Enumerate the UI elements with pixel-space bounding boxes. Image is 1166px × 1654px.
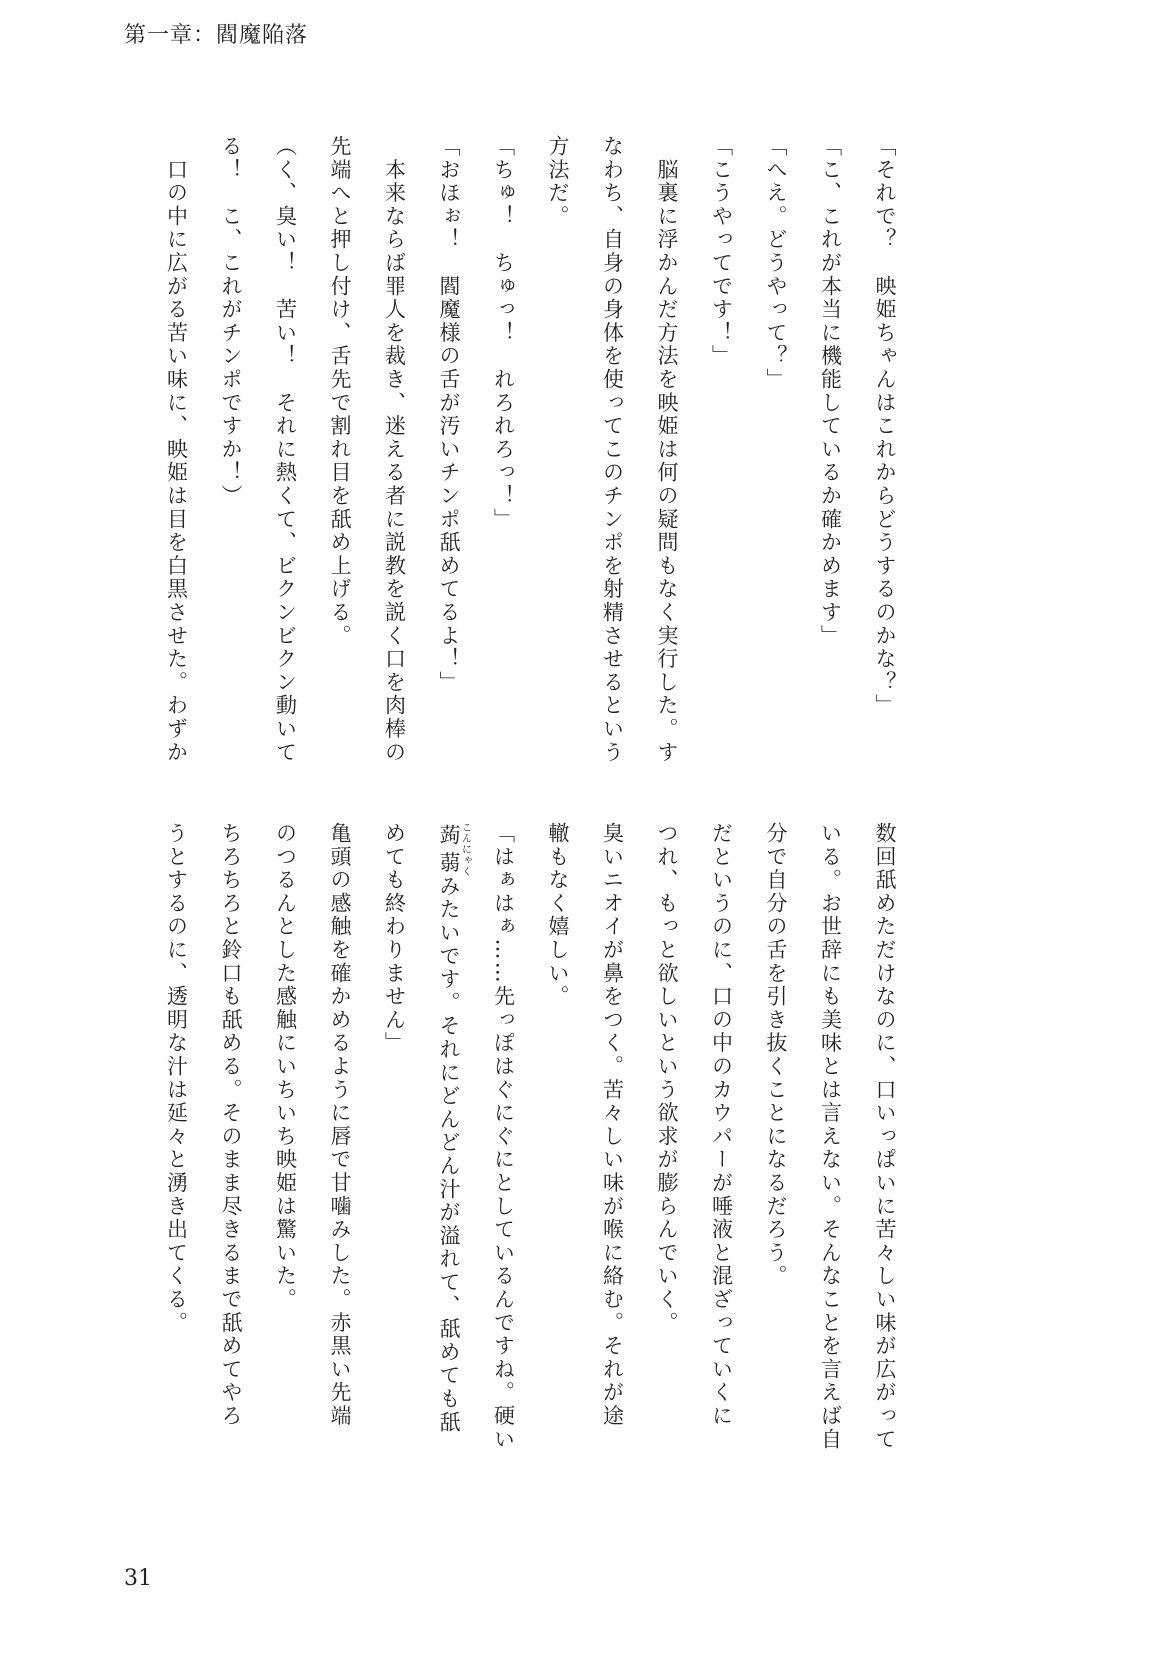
text-line: 数回舐めただけなのに、口いっぱいに苦々しい味が広がって — [873, 822, 897, 1452]
text-line: 轍もなく嬉しい。 — [546, 822, 570, 1009]
ruby-annotation — [437, 822, 471, 877]
text-line: 脳裏に浮かんだ方法を映姫は何の疑問もなく実行した。す — [655, 135, 679, 765]
text-line: る！ こ、これがチンポですか！） — [219, 135, 243, 508]
line-rest: みたいです。それにどんどん汁が溢れて、舐めても舐 — [437, 874, 461, 1435]
text-line: 「ちゅ！ ちゅっ！ れろれろっ！」 — [491, 135, 516, 532]
text-line: 「こ、これが本当に機能しているか確かめます」 — [818, 135, 843, 648]
text-line: 「おほぉ！ 閻魔様の舌が汚いチンポ舐めてるよ！」 — [437, 135, 461, 695]
text-line: うとするのに、透明な汁は延々と湧き出てくる。 — [164, 822, 189, 1335]
text-block-bottom — [149, 822, 912, 1472]
text-line: 口の中に広がる苦い味に、映姫は目を白黒させた。わずか — [164, 135, 189, 765]
text-line: 分で自分の舌を引き抜くことになるだろう。 — [764, 822, 788, 1288]
text-line: 「それで？ 映姫ちゃんはこれからどうするのかな？」 — [873, 135, 897, 718]
text-line: 臭いニオイが鼻をつく。苦々しい味が喉に絡む。それが途 — [600, 822, 625, 1428]
text-line: 方法だ。 — [546, 135, 570, 229]
page-number: 31 — [124, 1566, 152, 1591]
chapter-header: 第一章：閻魔陥落 — [124, 23, 309, 48]
text-line: いる。お世辞にも美味とは言えない。そんなことを言えば自 — [818, 822, 843, 1452]
text-line — [422, 822, 477, 1472]
text-line: ちろちろと鈴口も舐める。そのまま尽きるまで舐めてやろ — [219, 822, 243, 1428]
text-line: めても終わりません」 — [382, 822, 407, 1055]
text-line: 本来ならば罪人を裁き、迷える者に説教を説く口を肉棒の — [382, 135, 407, 765]
text-line: なわち、自身の身体を使ってこのチンポを射精させるという — [600, 135, 625, 765]
ruby-text: こんにゃく — [459, 822, 471, 877]
text-line: つれ、もっと欲しいという欲求が膨らんでいく。 — [655, 822, 679, 1335]
text-line: のつるんとした感触にいちいち映姫は驚いた。 — [273, 822, 298, 1312]
text-line: 「へえ。どうやって？」 — [764, 135, 788, 392]
text-line: （く、臭い！ 苦い！ それに熱くて、ビクンビクン動いて — [273, 135, 298, 765]
ruby-base: 蒟蒻 — [437, 822, 461, 877]
text-line: だというのに、口の中のカウパーが唾液と混ざっていくに — [709, 822, 734, 1428]
text-line: 「はぁはぁ……先っぽはぐにぐにとしているんですね。硬い — [491, 822, 516, 1452]
text-line: 「こうやってです！」 — [709, 135, 734, 368]
text-line: 先端へと押し付け、舌先で割れ目を舐め上げる。 — [328, 135, 352, 648]
text-line: 亀頭の感触を確かめるように唇で甘噛みした。赤黒い先端 — [328, 822, 352, 1428]
text-block-top — [149, 135, 912, 785]
